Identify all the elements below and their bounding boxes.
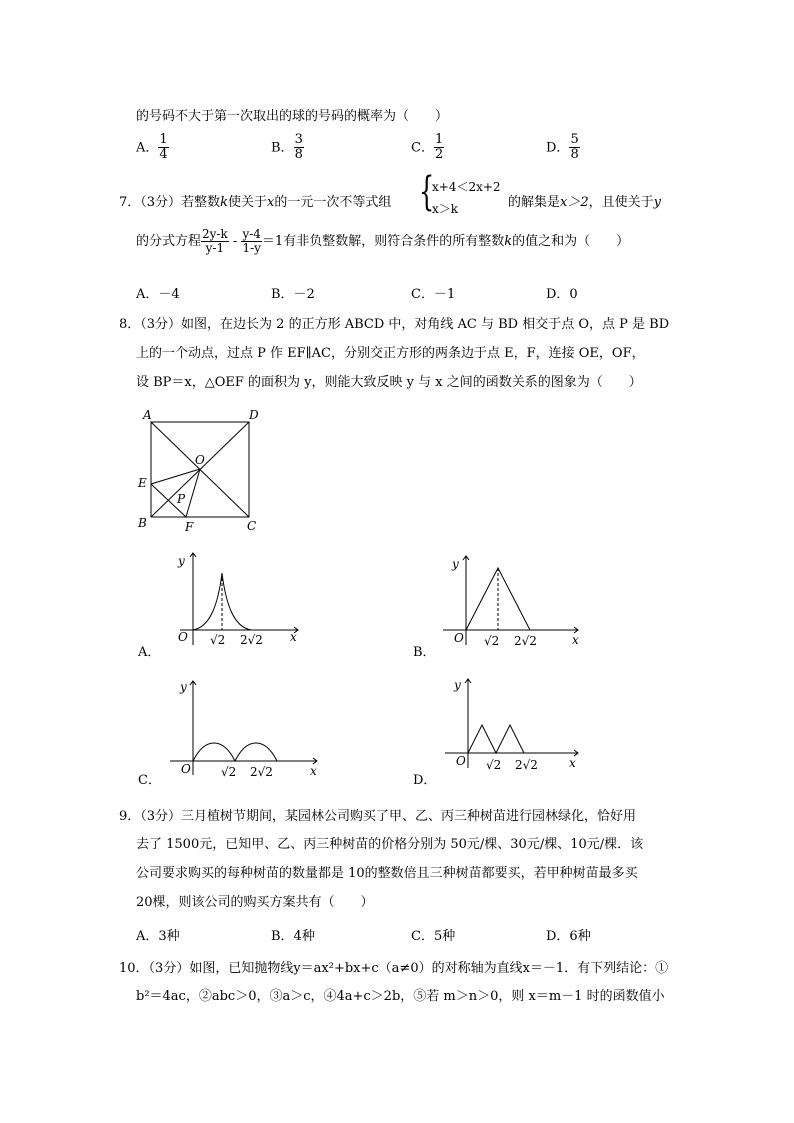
q10-line2: b²＝4ac，②abc＞0，③a＞c，④4a+c＞2b，⑤若 m＞n＞0，则 x＝m－1 时的函数值小 <box>136 989 665 1004</box>
label-p: P <box>177 492 186 506</box>
q7-system-line2: x＞k <box>432 202 459 216</box>
svg-text:x: x <box>569 756 576 770</box>
q8-option-d: D． <box>413 773 437 788</box>
svg-text:y: y <box>454 678 461 692</box>
q7-fraction-2: $\frac{y-4}{1-y}$ <box>242 227 261 256</box>
q9-option-a: A．3种 <box>136 929 180 944</box>
curve-d <box>468 725 524 753</box>
q9-option-d: D．6种 <box>546 929 591 944</box>
svg-text:x: x <box>310 764 317 778</box>
q6-fraction: $\frac{5}{8}$ <box>570 132 579 163</box>
q6-option-a <box>136 133 169 163</box>
svg-text:2√2: 2√2 <box>514 634 537 648</box>
svg-text:√2: √2 <box>210 633 226 647</box>
curve-c <box>193 743 277 761</box>
q10-line1: 10．（3分）如图，已知抛物线y＝ax²+bx+c（a≠0）的对称轴为直线x＝－1．有下列结论：① <box>119 961 669 976</box>
label-e: E <box>138 476 147 490</box>
q8-graph-c <box>165 675 325 780</box>
svg-text:y: y <box>180 680 187 694</box>
q8-line1: 8．（3分）如图，在边长为 2 的正方形 ABCD 中，对角线 AC 与 BD 相交于点 O，点 P 是 BD <box>119 317 670 332</box>
svg-text:x: x <box>572 633 579 647</box>
svg-text:O: O <box>178 630 188 644</box>
q7-option-d: D．0 <box>546 287 578 302</box>
q6-fraction: $\frac{1}{2}$ <box>434 132 444 163</box>
svg-text:O: O <box>454 631 464 645</box>
svg-text:2√2: 2√2 <box>240 633 263 647</box>
svg-text:O: O <box>456 754 466 768</box>
svg-text:2√2: 2√2 <box>250 765 273 779</box>
q7-line1-tail: 的解集是x＞2，且使关于y <box>508 195 661 210</box>
q6-tail: 的号码不大于第一次取出的球的号码的概率为（ ） <box>136 109 449 124</box>
q6-option-letter: D． <box>546 140 570 156</box>
q7-line1: 7．（3分）若整数k使关于x的一元一次不等式组 <box>119 195 392 210</box>
q6-fraction: $\frac{3}{8}$ <box>294 132 303 163</box>
label-f: F <box>185 520 194 534</box>
q9-line3: 公司要求购买的每种树苗的数量都是 10的整数倍且三种树苗都要买，若甲种树苗最多买 <box>136 866 638 881</box>
q6-option-b <box>271 133 304 163</box>
q7-option-b: B．－2 <box>271 287 315 302</box>
svg-text:2√2: 2√2 <box>515 758 538 772</box>
q6-option-d <box>546 133 580 163</box>
q7-system-line1: x+4＜2x+2 <box>432 180 501 194</box>
svg-text:x: x <box>290 630 297 644</box>
q8-graph-a <box>160 545 310 650</box>
q6-option-letter: C． <box>411 140 434 156</box>
q7-option-c: C．－1 <box>411 287 456 302</box>
q8-line2: 上的一个动点，过点 P 作 EF∥AC，分别交正方形的两条边于点 E，F，连接 OE，OF， <box>136 346 645 361</box>
q9-option-c: C．5种 <box>411 929 456 944</box>
label-a: A <box>143 408 152 422</box>
q6-option-letter: A． <box>136 140 159 156</box>
q7-option-a: A．－4 <box>136 287 180 302</box>
q7-line2: 的分式方程 $\frac{2y-k}{y-1}$ - $\frac{y-4}{1-y}$ ＝1有非负整数解，则符合条件的所有整数k的值之和为（ ） <box>136 227 630 256</box>
q8-option-b: B． <box>413 645 436 660</box>
svg-text:√2: √2 <box>221 765 237 779</box>
q8-square-figure <box>130 400 265 535</box>
label-c: C <box>247 519 257 533</box>
q7-fraction-1: $\frac{2y-k}{y-1}$ <box>202 227 228 256</box>
q9-line4: 20棵，则该公司的购买方案共有（ ） <box>136 895 374 910</box>
q7-system-brace: { <box>419 169 435 215</box>
curve-a <box>193 573 251 630</box>
svg-text:√2: √2 <box>484 634 500 648</box>
label-d: D <box>249 408 259 422</box>
q6-fraction: $\frac{1}{4}$ <box>159 132 168 163</box>
svg-text:√2: √2 <box>486 758 502 772</box>
q9-line2: 去了 1500元，已知甲、乙、丙三种树苗的价格分别为 50元/棵、30元/棵、10元/棵．该 <box>136 837 644 852</box>
q9-option-b: B．4种 <box>271 929 315 944</box>
q6-option-c <box>411 133 444 163</box>
label-b: B <box>138 516 147 530</box>
q6-option-letter: B． <box>271 140 294 156</box>
q8-line3: 设 BP＝x，△OEF 的面积为 y，则能大致反映 y 与 x 之间的函数关系的图象为（ ） <box>136 375 642 390</box>
q8-graph-d <box>440 673 590 778</box>
q8-option-c: C． <box>138 773 161 788</box>
q9-line1: 9．（3分）三月植树节期间，某园林公司购买了甲、乙、丙三种树苗进行园林绿化，恰好用 <box>119 809 637 824</box>
svg-text:y: y <box>452 557 459 571</box>
label-o: O <box>195 453 205 467</box>
q8-option-a: A． <box>138 645 161 660</box>
svg-text:y: y <box>178 554 185 568</box>
svg-text:O: O <box>181 762 191 776</box>
q8-graph-b <box>438 548 588 653</box>
